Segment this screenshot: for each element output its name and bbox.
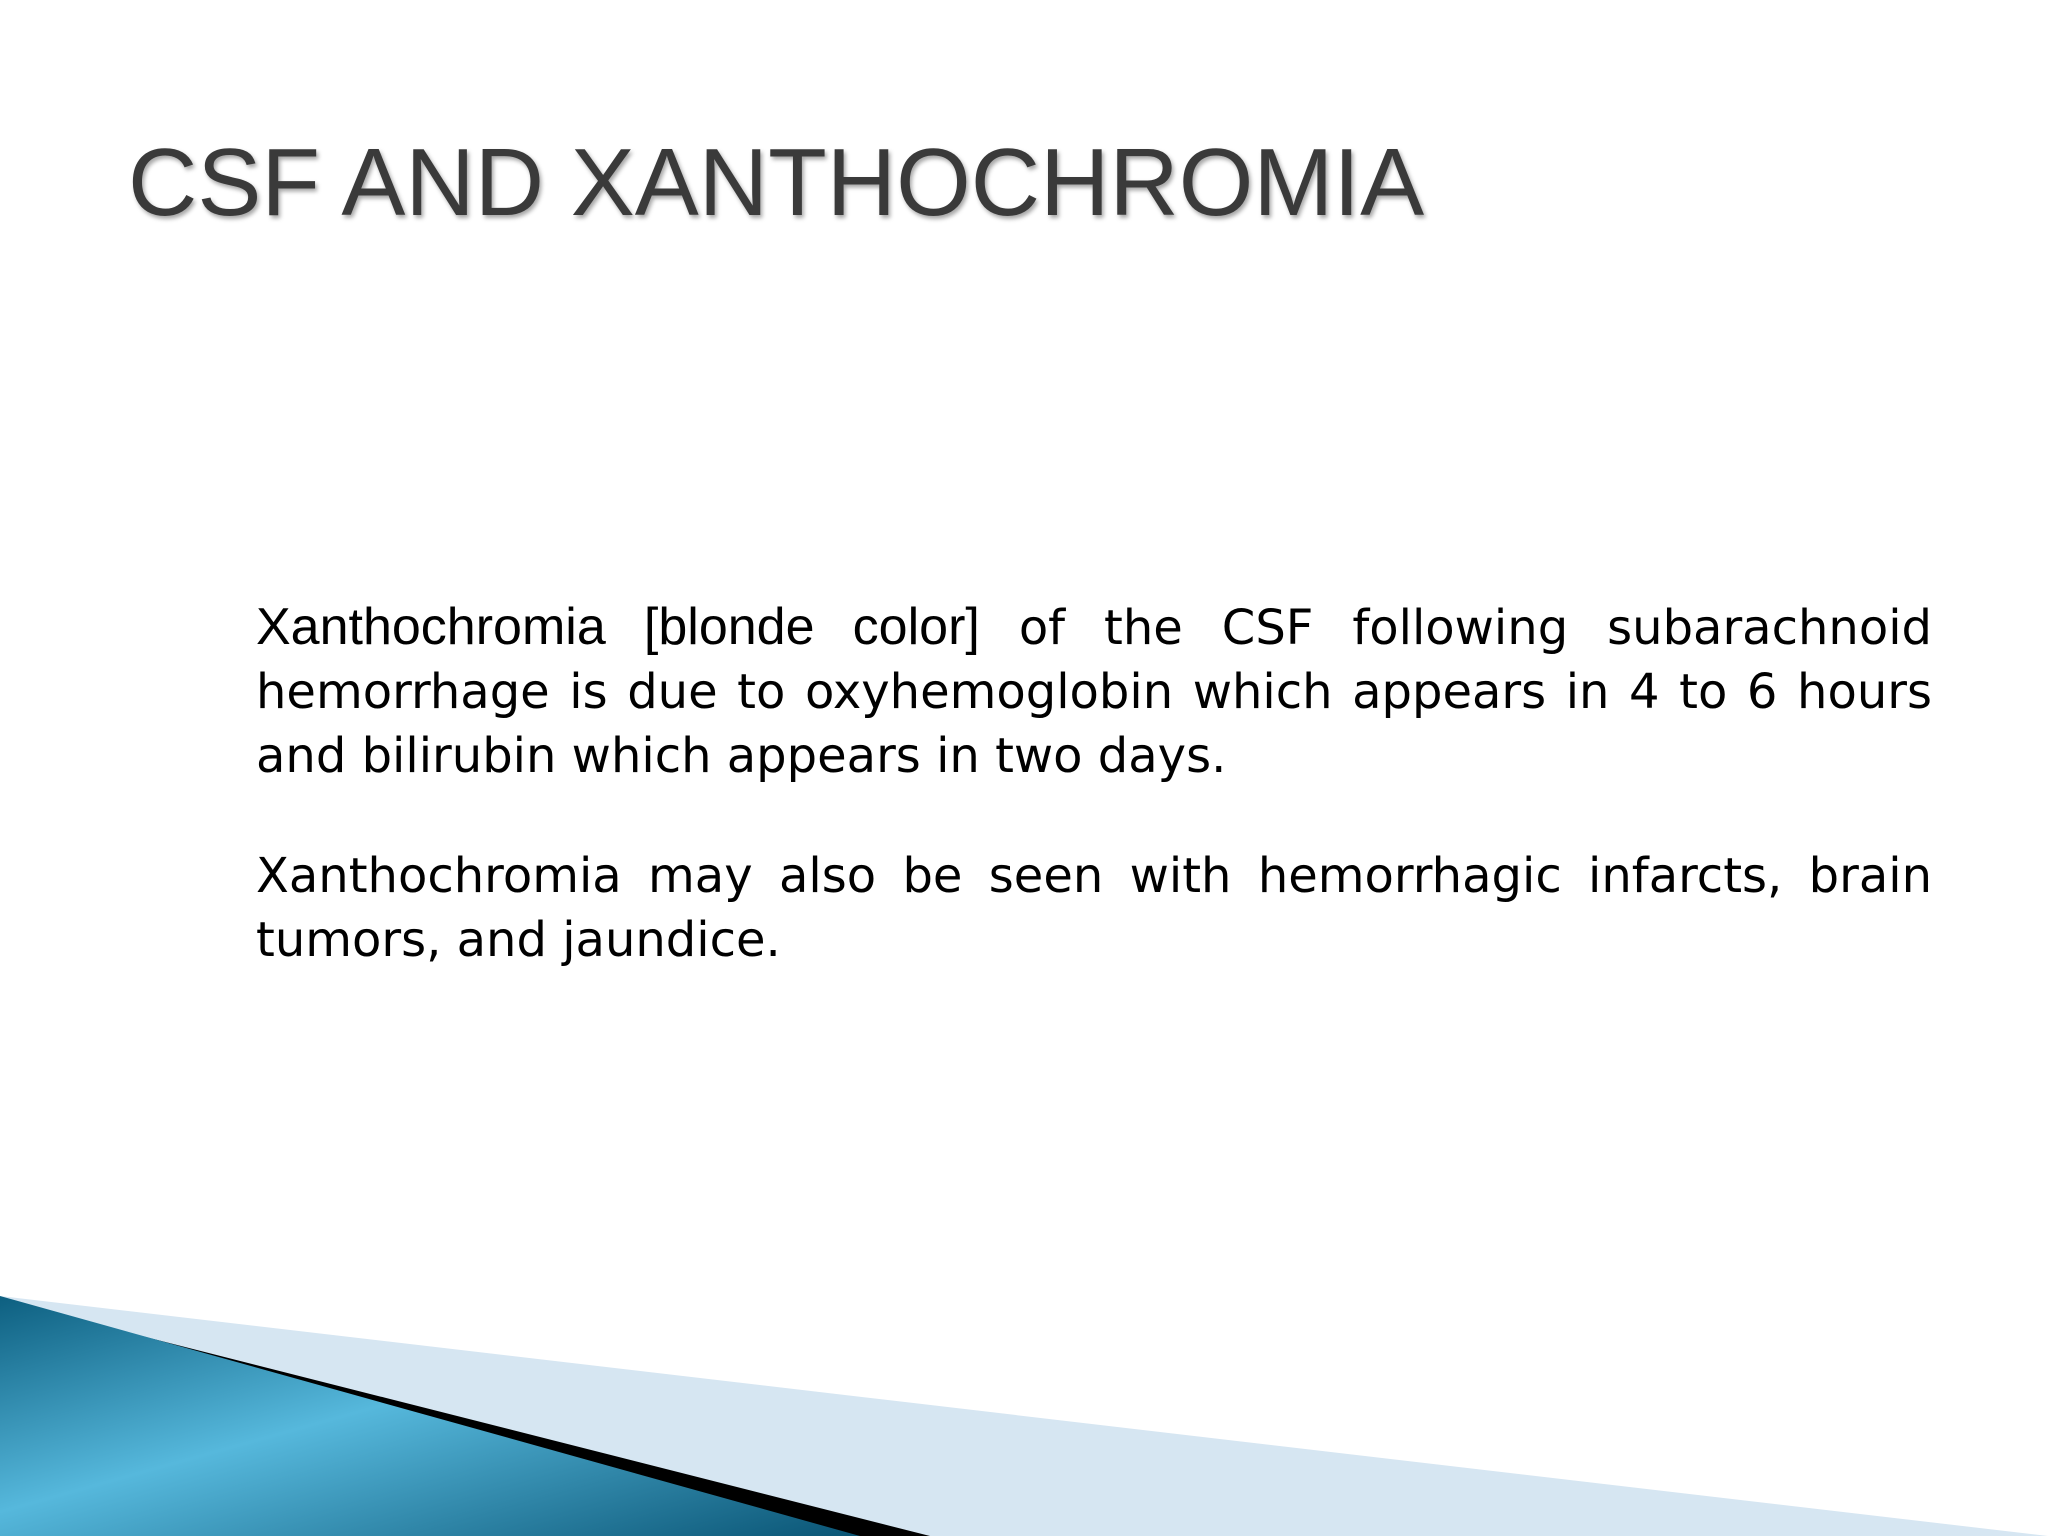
paragraph-1-text: of the CSF following subarachnoid hemorrhage is due to oxyhemoglobin which appears in 4 to 6 hours and bilirubin which appears in two days. bbox=[256, 600, 1933, 784]
slide-body bbox=[256, 595, 1932, 972]
black-stripe bbox=[0, 1300, 930, 1536]
term-xanthochromia: Xanthochromia [blonde color] bbox=[256, 598, 980, 656]
paragraph-xanthochromia-other: Xanthochromia may also be seen with hemorrhagic infarcts, brain tumors, and jaundice. bbox=[256, 848, 1932, 968]
blue-wedge bbox=[0, 1296, 860, 1536]
slide-title: CSF AND XANTHOCHROMIA bbox=[128, 129, 1425, 236]
paragraph-xanthochromia-cause bbox=[256, 595, 1932, 788]
light-stripe bbox=[0, 1296, 2048, 1536]
